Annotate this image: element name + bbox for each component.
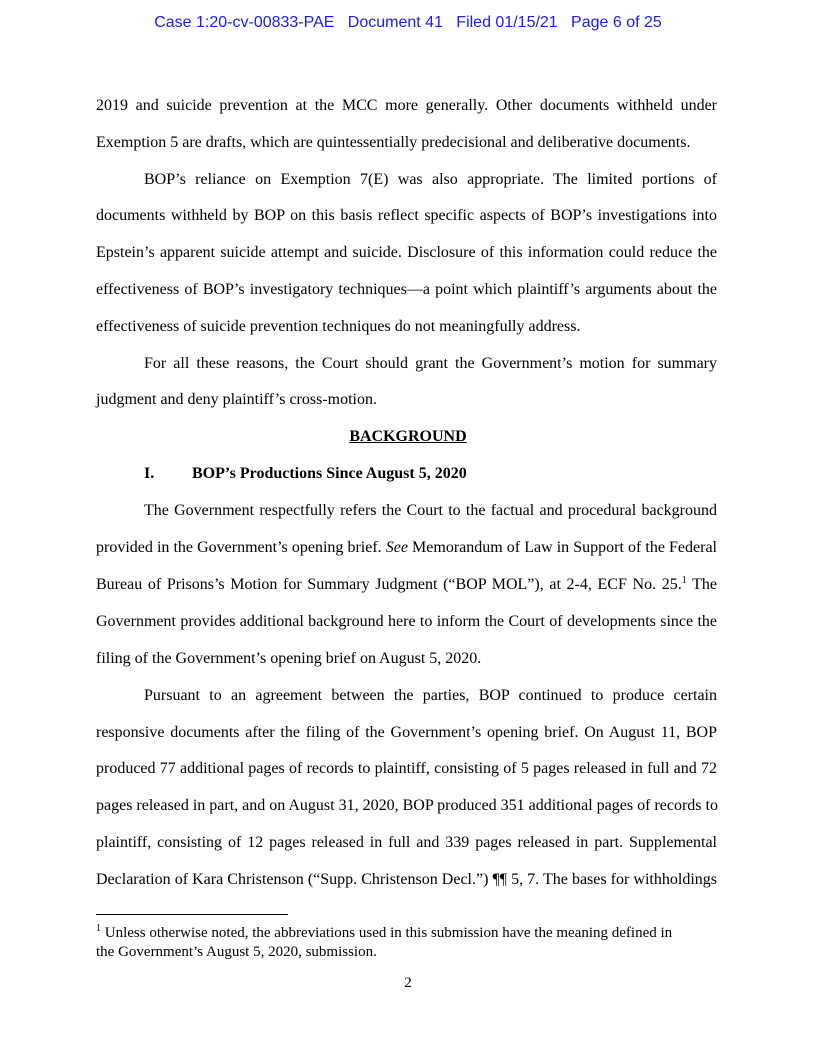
body-line: The Government respectfully refers the Court to the factual and procedural background	[144, 502, 717, 519]
text-segment: Memorandum of Law in Support of the Federal	[407, 539, 718, 556]
body-line: Exemption 5 are drafts, which are quintessentially predecisional and deliberative documents.	[96, 134, 691, 151]
body-line: responsive documents after the filing of the Government’s opening brief. On August 11, BOP	[96, 724, 717, 741]
body-line: Epstein’s apparent suicide attempt and suicide. Disclosure of this information could reduce the	[96, 244, 717, 261]
citation-signal: See	[385, 539, 408, 556]
body-line: For all these reasons, the Court should grant the Government’s motion for summary	[144, 355, 717, 372]
body-line: effectiveness of BOP’s investigatory techniques—a point which plaintiff’s arguments about the	[96, 281, 717, 298]
body-line: Declaration of Kara Christenson (“Supp. Christenson Decl.”) ¶¶ 5, 7. The bases for withholdings	[96, 871, 717, 888]
body-line: plaintiff, consisting of 12 pages released in full and 339 pages released in part. Supplemental	[96, 834, 717, 851]
footnote-marker: 1	[96, 923, 101, 934]
footnote-line	[96, 925, 717, 942]
body-line	[96, 539, 717, 557]
body-line: Government provides additional background here to inform the Court of developments since the	[96, 613, 717, 630]
body-line: effectiveness of suicide prevention techniques do not meaningfully address.	[96, 318, 581, 335]
body-line: judgment and deny plaintiff’s cross-motion.	[96, 391, 377, 408]
text-segment: The	[686, 576, 717, 593]
body-line: 2019 and suicide prevention at the MCC more generally. Other documents withheld under	[96, 97, 717, 114]
body-line	[96, 576, 717, 594]
footnote-text: Unless otherwise noted, the abbreviations used in this submission have the meaning defined in	[101, 925, 673, 941]
section-number: I.	[144, 465, 155, 482]
case-header: Case 1:20-cv-00833-PAE Document 41 Filed 01/15/21 Page 6 of 25	[154, 14, 662, 31]
body-line: BOP’s reliance on Exemption 7(E) was also appropriate. The limited portions of	[144, 171, 717, 188]
page-number: 2	[404, 975, 412, 991]
section-heading	[144, 465, 467, 483]
body-line: documents withheld by BOP on this basis reflect specific aspects of BOP’s investigations into	[96, 207, 717, 224]
body-line: Pursuant to an agreement between the parties, BOP continued to produce certain	[144, 687, 717, 704]
footnote-separator	[96, 914, 288, 915]
background-heading: BACKGROUND	[349, 428, 467, 445]
body-line: filing of the Government’s opening brief on August 5, 2020.	[96, 650, 482, 667]
section-title: BOP’s Productions Since August 5, 2020	[192, 465, 467, 482]
footnote-ref: 1	[681, 575, 687, 586]
body-line: produced 77 additional pages of records to plaintiff, consisting of 5 pages released in full and 72	[96, 760, 717, 777]
text-segment: provided in the Government’s opening brief.	[96, 539, 386, 556]
body-line: pages released in part, and on August 31, 2020, BOP produced 351 additional pages of records to	[96, 797, 718, 814]
text-segment: Bureau of Prisons’s Motion for Summary Judgment (“BOP MOL”), at 2-4, ECF No. 25.	[96, 576, 682, 593]
footnote-line: the Government’s August 5, 2020, submission.	[96, 944, 377, 960]
